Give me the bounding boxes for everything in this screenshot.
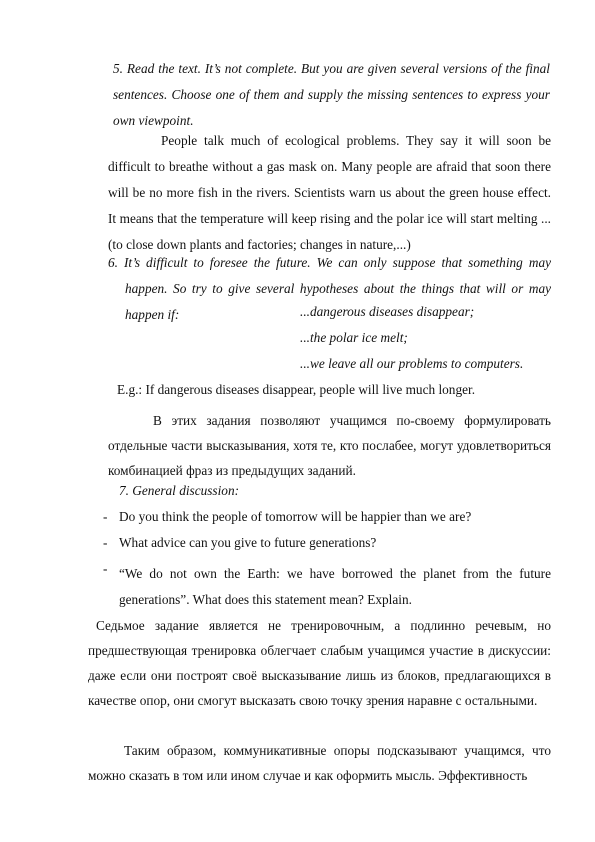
list-item-text: What advice can you give to future generations? [119,535,377,550]
ru-paragraph-2: Седьмое задание является не тренировочным, а подлинно речевым, но предшествующая тренировка облегчает слабым учащимся участие в дискуссии: даже если они построят своё высказывание лишь из блоков, предлагающихся в качестве опор, они смогут высказать свою точку зрения наравне с остальными. [88,618,551,708]
task6-prompt: 6. It’s difficult to foresee the future. We can only suppose that something may happen. So try to give several hypotheses about the things that will or may happen if: [108,255,551,322]
list-item-text: Do you think the people of tomorrow will be happier than we are? [119,509,472,524]
ru-paragraph-3: Таким образом, коммуникативные опоры подсказывают учащимся, что можно сказать в том или ином случае и как оформить мысль. Эффективность [88,743,551,783]
list-dash: - [103,561,108,576]
list-item-text: “We do not own the Earth: we have borrowed the planet from the future generations”. What does this statement mean? Explain. [119,566,551,607]
task6-example: E.g.: If dangerous diseases disappear, people will live much longer. [117,382,476,397]
task6-option-3: ...we leave all our problems to computers. [300,356,524,371]
reading-passage: People talk much of ecological problems. They say it will soon be difficult to breathe without a gas mask on. Many people are afraid that soon there will be no more fish in the rivers. Scientists warn us about the green house effect. It means that the temperature will keep rising and the polar ice will start melting ... (to close down plants and factories; changes in nature,...) [108,133,551,252]
task7-heading: 7. General discussion: [119,483,240,498]
list-dash: - [103,535,108,550]
task6-option-2: ...the polar ice melt; [300,330,408,345]
ru-paragraph-1: В этих задания позволяют учащимся по-своему формулировать отдельные части высказывания, хотя те, кто послабее, могут удовлетвориться комбинацией фраз из предыдущих заданий. [108,413,551,478]
task5-instructions: 5. Read the text. It’s not complete. But you are given several versions of the final sentences. Choose one of them and supply the missing sentences to express your own viewpoint. [113,61,550,128]
list-dash: - [103,509,108,524]
task6-option-1: ...dangerous diseases disappear; [300,304,475,319]
